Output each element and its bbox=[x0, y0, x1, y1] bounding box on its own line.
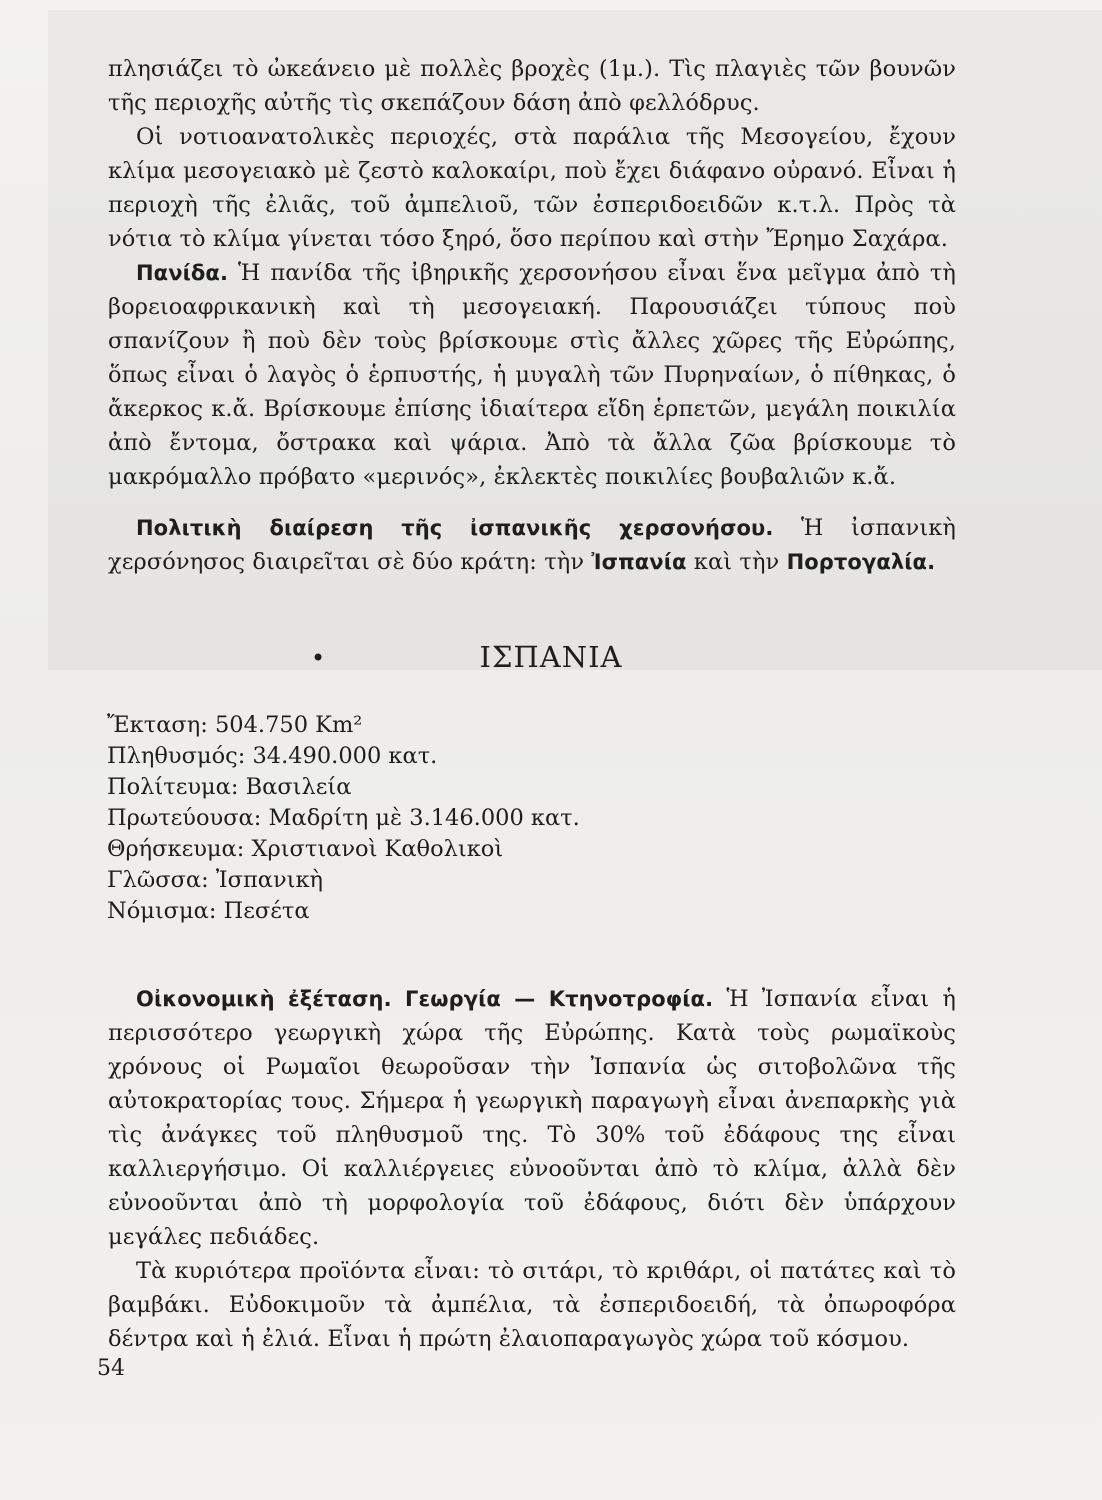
heading-mark: • bbox=[311, 644, 327, 672]
political-paragraph bbox=[108, 511, 956, 579]
fact-population: Πληθυσμός: 34.490.000 κατ. bbox=[107, 743, 438, 769]
upper-text bbox=[108, 52, 956, 579]
fact-religion: Θρήσκευμα: Χριστιανοὶ Καθολικοὶ bbox=[107, 836, 504, 862]
section-heading bbox=[0, 640, 1102, 674]
economy-paragraph bbox=[108, 982, 956, 1254]
portugal-label: Πορτογαλία. bbox=[786, 550, 936, 574]
fact-area: Ἔκταση: 504.750 Km² bbox=[107, 712, 363, 738]
spain-label: Ἰσπανία bbox=[591, 550, 687, 574]
fauna-paragraph bbox=[108, 256, 956, 494]
fauna-text: Ἡ πανίδα τῆς ἰβηρικῆς χερσονήσου εἶναι ἕνα μεῖγμα ἀπὸ τὴ βορειοαφρικανικὴ καὶ τὴ μεσογειακή. Παρουσιάζει τύπους ποὺ σπανίζουν ἢ ποὺ δὲν τοὺς βρίσκουμε στὶς ἄλλες χῶρες τῆς Εὐρώπης, ὅπως εἶναι ὁ λαγὸς ὁ ἑρπυστής, ἡ μυγαλὴ τῶν Πυρηναίων, ὁ πίθηκας, ὁ ἄκερκος κ.ἄ. Βρίσκουμε ἐπίσης ἰδιαίτερα εἴδη ἑρπετῶν, μεγάλη ποικιλία ἀπὸ ἔντομα, ὄστρακα καὶ ψάρια. Ἀπὸ τὰ ἄλλα ζῶα βρίσκουμε τὸ μακρόμαλλο πρόβατο «μερινός», ἐκλεκτὲς ποικιλίες βουβαλιῶν κ.ἄ. bbox=[108, 260, 956, 490]
fact-capital: Πρωτεύουσα: Μαδρίτη μὲ 3.146.000 κατ. bbox=[107, 805, 580, 831]
page-number: 54 bbox=[97, 1356, 125, 1381]
intro-paragraph-1: πλησιάζει τὸ ὠκεάνειο μὲ πολλὲς βροχὲς (1μ.). Τὶς πλαγιὲς τῶν βουνῶν τῆς περιοχῆς αὐτῆς τὶς σκεπάζουν δάση ἀπὸ φελλόδρυς. bbox=[108, 56, 956, 116]
political-text-1: Ἡ ἰσπανικὴ χερσόνησος διαιρεῖται σὲ δύο κράτη: τὴν bbox=[108, 515, 956, 575]
fact-language: Γλῶσσα: Ἰσπανικὴ bbox=[107, 867, 323, 893]
intro-paragraph-2: Οἱ νοτιοανατολικὲς περιοχές, στὰ παράλια τῆς Μεσογείου, ἔχουν κλίμα μεσογειακὸ μὲ ζεστὸ καλοκαίρι, ποὺ ἔχει διάφανο οὐρανό. Εἶναι ἡ περιοχὴ τῆς ἐλιᾶς, τοῦ ἀμπελιοῦ, τῶν ἐσπεριδοειδῶν κ.τ.λ. Πρὸς τὰ νότια τὸ κλίμα γίνεται τόσο ξηρό, ὅσο περίπου καὶ στὴν Ἔρημο Σαχάρα. bbox=[108, 124, 956, 252]
fact-government: Πολίτευμα: Βασιλεία bbox=[107, 774, 352, 800]
economy-text: Ἡ Ἰσπανία εἶναι ἡ περισσότερο γεωργικὴ χώρα τῆς Εὐρώπης. Κατὰ τοὺς ρωμαϊκοὺς χρόνους οἱ Ρωμαῖοι θεωροῦσαν τὴν Ἰσπανία ὡς σιτοβολῶνα τῆς αὐτοκρατορίας τους. Σήμερα ἡ γεωργικὴ παραγωγὴ εἶναι ἀνεπαρκὴς γιὰ τὶς ἀνάγκες τοῦ πληθυσμοῦ της. Τὸ 30% τοῦ ἐδάφους της εἶναι καλλιεργήσιμο. Οἱ καλλιέργειες εὐνοοῦνται ἀπὸ τὸ κλίμα, ἀλλὰ δὲν εὐνοοῦνται ἀπὸ τὴ μορφολογία τοῦ ἐδάφους, διότι δὲν ὑπάρχουν μεγάλες πεδιάδες. bbox=[108, 986, 956, 1250]
heading-title: ΙΣΠΑΝΙΑ bbox=[479, 640, 623, 674]
fauna-label: Πανίδα. bbox=[136, 261, 229, 285]
political-label: Πολιτικὴ διαίρεση τῆς ἰσπανικῆς χερσονήσου. bbox=[136, 516, 774, 540]
fact-currency: Νόμισμα: Πεσέτα bbox=[107, 898, 310, 924]
products-paragraph: Τὰ κυριότερα προϊόντα εἶναι: τὸ σιτάρι, τὸ κριθάρι, οἱ πατάτες καὶ τὸ βαμβάκι. Εὐδοκιμοῦν τὰ ἀμπέλια, τὰ ἐσπεριδοειδή, τὰ ὀπωροφόρα δέντρα καὶ ἡ ἐλιά. Εἶναι ἡ πρώτη ἐλαιοπαραγωγὸς χώρα τοῦ κόσμου. bbox=[108, 1258, 956, 1352]
economy-section bbox=[108, 982, 956, 1356]
political-text-2: καὶ τὴν bbox=[686, 549, 787, 575]
country-facts bbox=[107, 710, 580, 927]
economy-label: Οἰκονομικὴ ἐξέταση. Γεωργία — Κτηνοτροφία. bbox=[136, 987, 714, 1011]
